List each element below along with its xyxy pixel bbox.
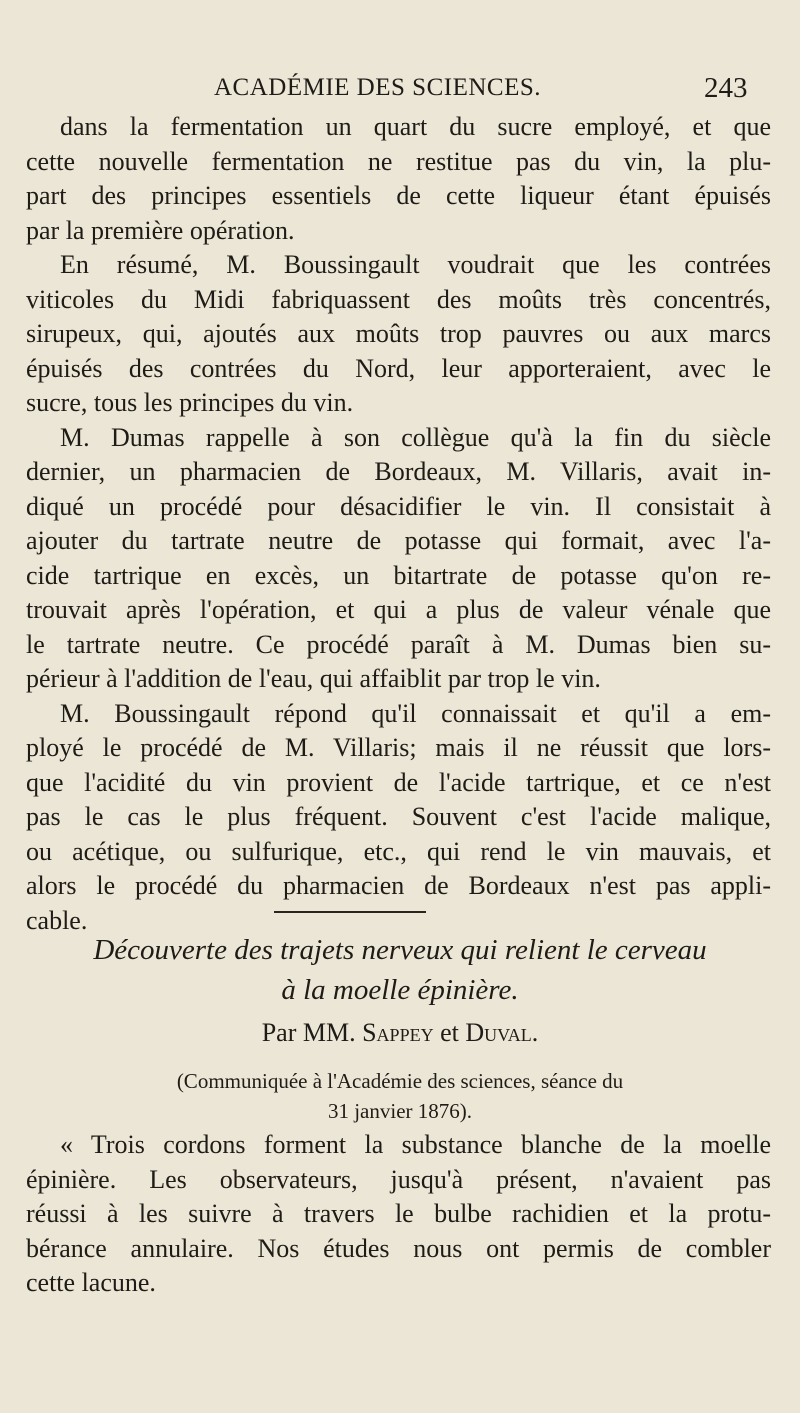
text-line: ou acétique, ou sulfurique, etc., qui rend le vin mauvais, et [26,836,771,866]
text-line: par la première opération. [26,215,295,245]
body-text [26,110,771,938]
text-line: ajouter du tartrate neutre de potasse qui formait, avec l'a- [26,526,771,555]
text-line: diqué un procédé pour désacidifier le vin. Il consistait à [26,491,771,521]
text-line: bérance annulaire. Nos études nous ont permis de combler [26,1233,771,1263]
text-line: sirupeux, qui, ajoutés aux moûts trop pauvres ou aux marcs [26,319,771,348]
text-line: trouvait après l'opération, et qui a plus de valeur vénale que [26,595,771,624]
text-line: sucre, tous les principes du vin. [26,388,354,417]
communication-line-1: (Communiquée à l'Académie des sciences, séance du [176,1069,624,1093]
author-sappey: Sappey [362,1018,434,1047]
text-line: périeur à l'addition de l'eau, qui affaiblit par trop le vin. [26,664,601,693]
authors-and: et [440,1018,459,1047]
section-divider [274,911,426,913]
text-line: pas le cas le plus fréquent. Souvent c'est l'acide malique, [26,802,771,831]
communication-note [0,1066,800,1126]
paragraph-2 [26,248,771,421]
text-line: épuisés des contrées du Nord, leur apporteraient, avec le [26,353,771,383]
text-line: cette nouvelle fermentation ne restitue pas du vin, la plu- [26,146,771,176]
text-line: En résumé, M. Boussingault voudrait que les contrées [60,250,771,279]
paragraph-4 [26,697,771,939]
paragraph-5 [26,1128,771,1301]
section-title-line-2: à la moelle épinière. [281,974,519,1006]
text-line: réussi à les suivre à travers le bulbe rachidien et la protu- [26,1199,771,1228]
running-head-title: ACADÉMIE DES SCIENCES. [214,74,541,101]
text-line: ployé le procédé de M. Villaris; mais il ne réussit que lors- [26,733,771,762]
communication-line-2: 31 janvier 1876). [327,1099,473,1123]
running-head [0,66,800,106]
text-line: M. Dumas rappelle à son collègue qu'à la fin du siècle [60,422,771,452]
text-line: M. Boussingault répond qu'il connaissait et qu'il a em- [60,698,771,728]
paragraph-3 [26,421,771,697]
text-line: dans la fermentation un quart du sucre employé, et que [60,112,771,141]
section-title-line-1: Découverte des trajets nerveux qui relient le cerveau [93,934,707,966]
page-number: 243 [704,72,748,104]
authors-prefix: Par MM. [261,1018,356,1047]
quote-paragraph [26,1128,771,1301]
author-duval: Duval. [465,1018,539,1047]
text-line: alors le procédé du pharmacien de Bordeaux n'est pas appli- [26,871,771,900]
section-title [0,930,800,1010]
authors-line [0,1018,800,1048]
text-line: cette lacune. [26,1268,156,1297]
text-line: part des principes essentiels de cette liqueur étant épuisés [26,181,771,210]
text-line: « Trois cordons forment la substance blanche de la moelle [60,1130,771,1159]
text-line: dernier, un pharmacien de Bordeaux, M. Villaris, avait in- [26,457,771,486]
text-line: que l'acidité du vin provient de l'acide tartrique, et ce n'est [26,767,771,797]
text-line: le tartrate neutre. Ce procédé paraît à M. Dumas bien su- [26,629,771,659]
text-line: cide tartrique en excès, un bitartrate de potasse qu'on re- [26,560,771,590]
text-line: cable. [26,905,88,935]
paragraph-1 [26,110,771,248]
text-line: épinière. Les observateurs, jusqu'à présent, n'avaient pas [26,1164,771,1194]
text-line: viticoles du Midi fabriquassent des moûts très concentrés, [26,284,771,314]
